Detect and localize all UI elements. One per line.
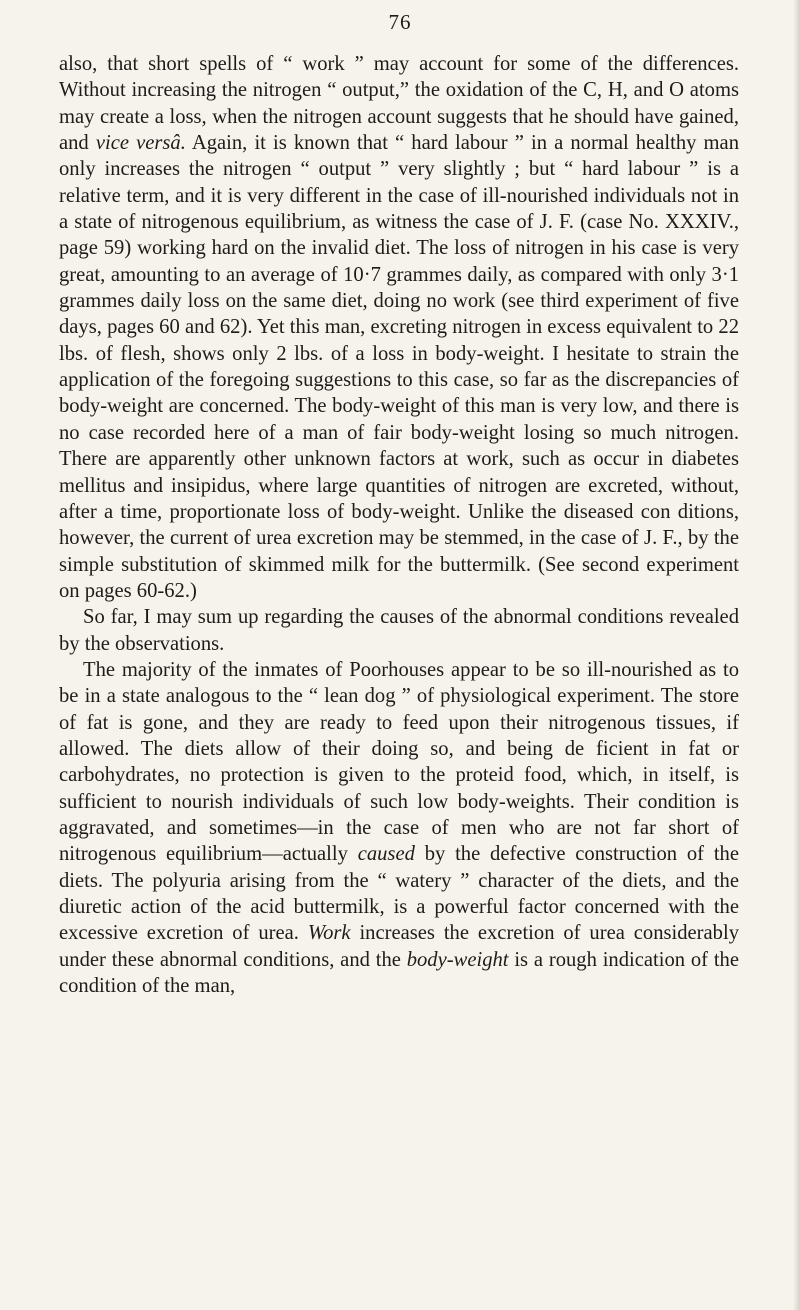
paragraph-2-text: So far, I may sum up regarding the causes of the abnormal conditions revealed by the observations.	[59, 606, 739, 655]
paragraph-3-part-2: by the defective construction of the diets. The polyuria arising from the “ watery ” character of the diets, and the diuretic action of the acid buttermilk, is a powerful factor concerned with the excessive excretion of urea.	[59, 843, 739, 945]
paragraph-3-italic-body-weight: body-weight	[406, 948, 509, 971]
paragraph-1	[59, 51, 739, 604]
paragraph-1-part-1: also, that short spells of “ work ” may account for some of the differences. Without increasing the nitrogen “ output,” the oxidation of the C, H, and O atoms may create a loss, when the nitrogen account suggests that he should have gained, and	[59, 53, 739, 155]
paragraph-3-part-1: The majority of the inmates of Poorhouses appear to be so ill-nourished as to be in a state analogous to the “ lean dog ” of physiological experiment. The store of fat is gone, and they are ready to feed upon their nitrogenous tissues, if allowed. The diets allow of their doing so, and being de ficient in fat or carbohydrates, no protection is given to the proteid food, which, in itself, is sufficient to nourish individuals of such low body-weights. Their condition is aggravated, and sometimes—in the case of men who are not far short of nitrogenous equilibrium—actually	[59, 658, 739, 866]
paragraph-3-part-3: increases the excretion of urea considerably under these abnormal conditions, and the	[59, 922, 739, 971]
paragraph-1-part-2: Again, it is known that “ hard labour ” in a normal healthy man only increases the nitrogen “ output ” very slightly ; but “ hard labour ” is a relative term, and it is very different in the case of ill-nourished individuals not in a state of nitrogenous equilibrium, as witness the case of J. F. (case No. XXXIV., page 59) working hard on the invalid diet. The loss of nitrogen in his case is very great, amounting to an average of 10·7 grammes daily, as compared with only 3·1 grammes daily loss on the same diet, doing no work (see third experiment of five days, pages 60 and 62). Yet this man, excreting nitrogen in excess equivalent to 22 lbs. of flesh, shows only 2 lbs. of a loss in body-weight. I hesitate to strain the application of the foregoing suggestions to this case, so far as the discrepancies of body-weight are concerned. The body-weight of this man is very low, and there is no case recorded here of a man of fair body-weight losing so much nitrogen. There are apparently other unknown factors at work, such as occur in diabetes mellitus and insipidus, where large quantities of nitrogen are excreted, without, after a time, proportionate loss of body-weight. Unlike the diseased con ditions, however, the current of urea excretion may be stemmed, in the case of J. F., by the simple substitution of skimmed milk for the buttermilk. (See second experiment on pages 60-62.)	[59, 132, 739, 602]
paragraph-2	[59, 604, 739, 657]
paragraph-3-italic-caused: caused	[357, 843, 415, 866]
paragraph-1-italic-vice-versa: vice versâ.	[95, 132, 186, 155]
page-number: 76	[388, 10, 412, 34]
paragraph-3	[59, 657, 739, 999]
paragraph-3-italic-work: Work	[307, 922, 351, 945]
body-text	[59, 51, 739, 999]
paragraph-3-part-4: is a rough indication of the condition of the man,	[59, 948, 739, 998]
page-edge-shadow	[793, 0, 800, 1310]
